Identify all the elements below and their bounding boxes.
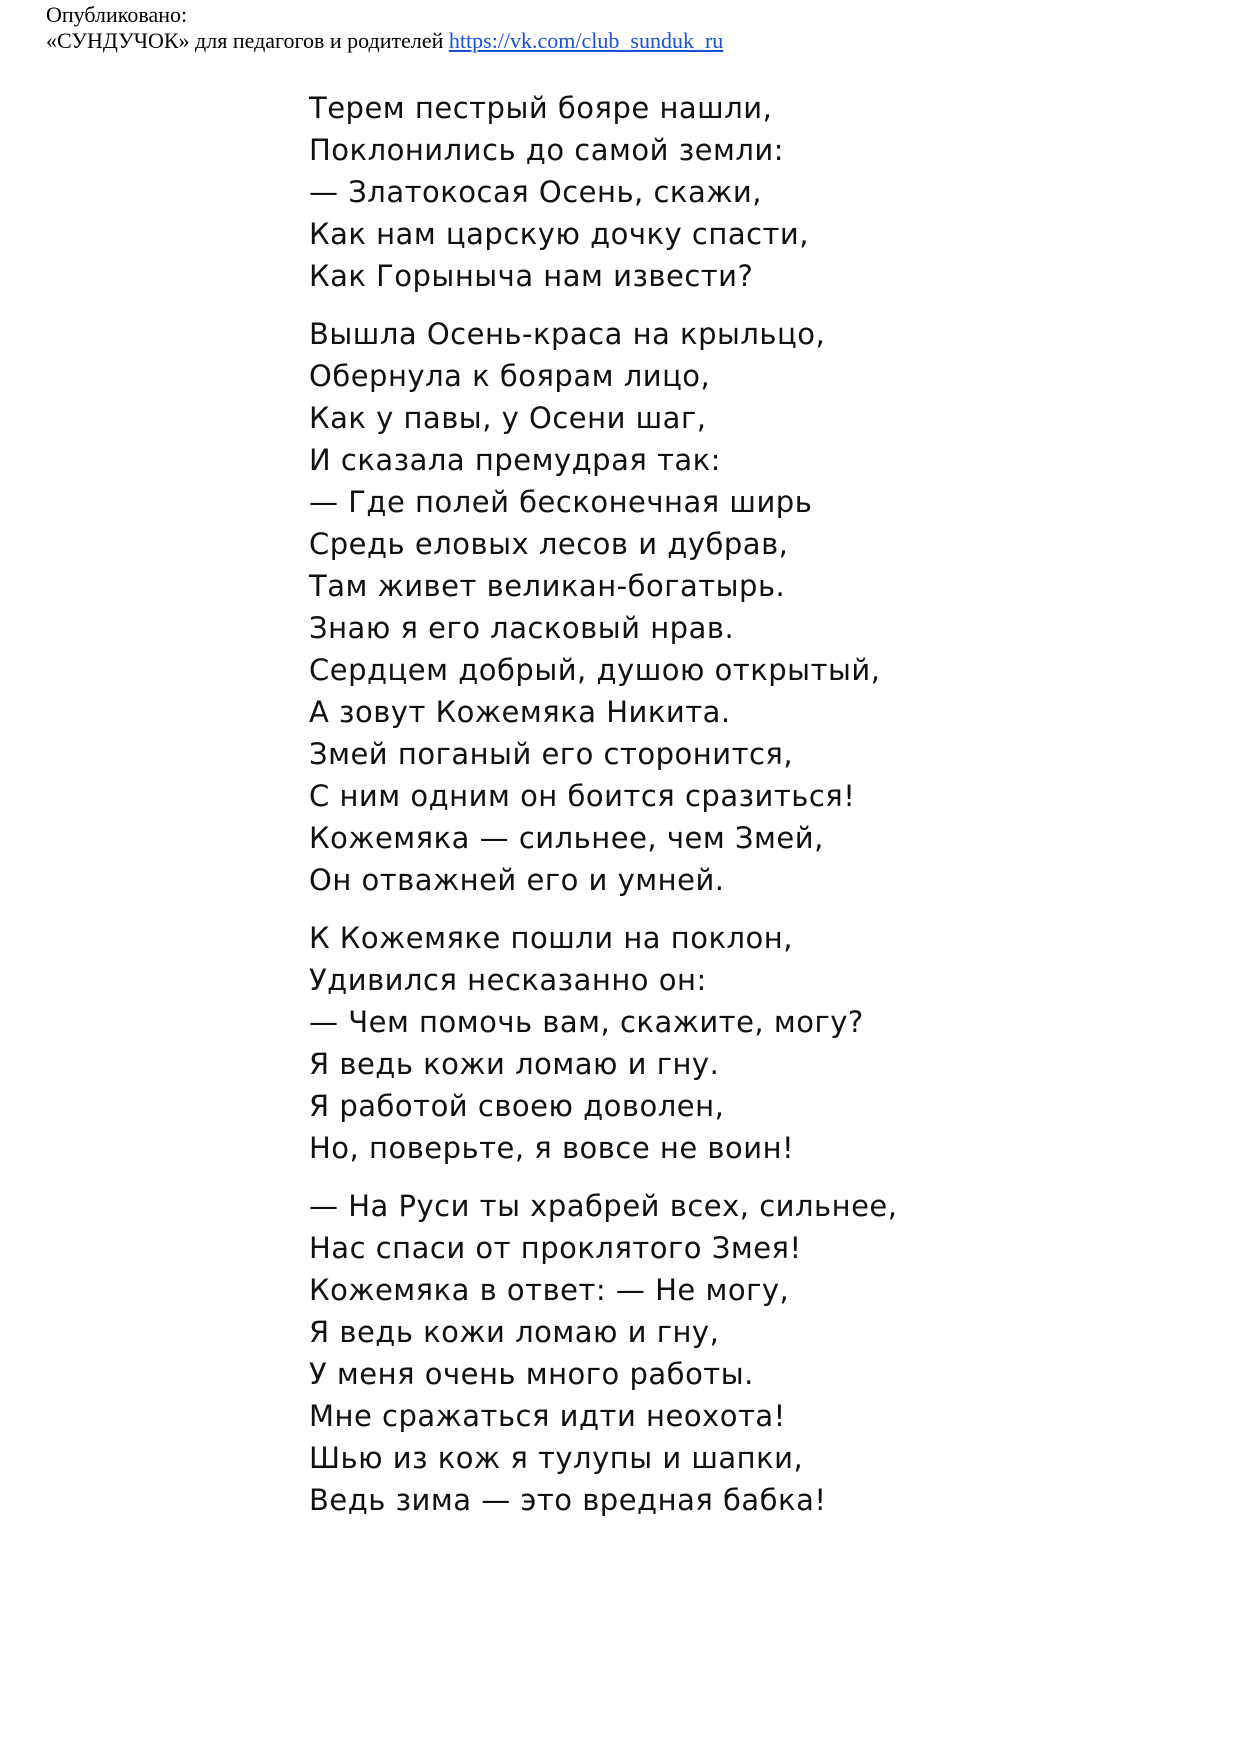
poem-line: Кожемяка в ответ: — Не могу, xyxy=(309,1273,790,1307)
poem-line: Ведь зима — это вредная бабка! xyxy=(309,1483,827,1517)
poem-line: А зовут Кожемяка Никита. xyxy=(309,695,731,729)
poem-line: Обернула к боярам лицо, xyxy=(309,359,711,393)
poem-line: К Кожемяке пошли на поклон, xyxy=(309,921,793,955)
poem-line: Я работой своею доволен, xyxy=(309,1089,725,1123)
poem-stanza xyxy=(309,1185,897,1521)
poem-line: И сказала премудрая так: xyxy=(309,443,721,477)
poem-line: Сердцем добрый, душою открытый, xyxy=(309,653,881,687)
poem-line: Нас спаси от проклятого Змея! xyxy=(309,1231,802,1265)
poem-line: Там живет великан-богатырь. xyxy=(309,569,786,603)
poem-line: Я ведь кожи ломаю и гну. xyxy=(309,1047,720,1081)
published-label: Опубликовано: xyxy=(46,2,188,27)
poem-line: Вышла Осень-краса на крыльцо, xyxy=(309,317,826,351)
poem-line: Но, поверьте, я вовсе не воин! xyxy=(309,1131,795,1165)
poem-line: Как Горыныча нам извести? xyxy=(309,259,754,293)
poem-line: Как у павы, у Осени шаг, xyxy=(309,401,707,435)
poem-stanza xyxy=(309,917,897,1169)
source-link[interactable]: https://vk.com/club_sunduk_ru xyxy=(448,28,724,53)
poem-line: Кожемяка — сильнее, чем Змей, xyxy=(309,821,824,855)
poem-line: Я ведь кожи ломаю и гну, xyxy=(309,1315,720,1349)
poem-line: Мне сражаться идти неохота! xyxy=(309,1399,786,1433)
poem-line: — На Руси ты храбрей всех, сильнее, xyxy=(309,1189,898,1223)
poem-line: — Где полей бесконечная ширь xyxy=(309,485,813,519)
poem-line: Шью из кож я тулупы и шапки, xyxy=(309,1441,804,1475)
poem-stanza xyxy=(309,313,897,901)
poem-stanza xyxy=(309,87,897,297)
poem-line: Знаю я его ласковый нрав. xyxy=(309,611,735,645)
poem-line: Змей поганый его сторонится, xyxy=(309,737,794,771)
poem-line: С ним одним он боится сразиться! xyxy=(309,779,856,813)
source-line xyxy=(46,28,723,54)
poem-line: — Златокосая Осень, скажи, xyxy=(309,175,762,209)
poem-line: У меня очень много работы. xyxy=(309,1357,754,1391)
publication-header xyxy=(46,2,723,54)
poem-line: Удивился несказанно он: xyxy=(309,963,707,997)
poem-line: Поклонились до самой земли: xyxy=(309,133,784,167)
poem-line: Терем пестрый бояре нашли, xyxy=(309,91,773,125)
poem-line: — Чем помочь вам, скажите, могу? xyxy=(309,1005,864,1039)
poem-line: Он отважней его и умней. xyxy=(309,863,725,897)
poem-text xyxy=(309,87,897,1521)
source-name: «СУНДУЧОК» для педагогов и родителей xyxy=(46,28,444,53)
poem-line: Средь еловых лесов и дубрав, xyxy=(309,527,789,561)
poem-line: Как нам царскую дочку спасти, xyxy=(309,217,809,251)
